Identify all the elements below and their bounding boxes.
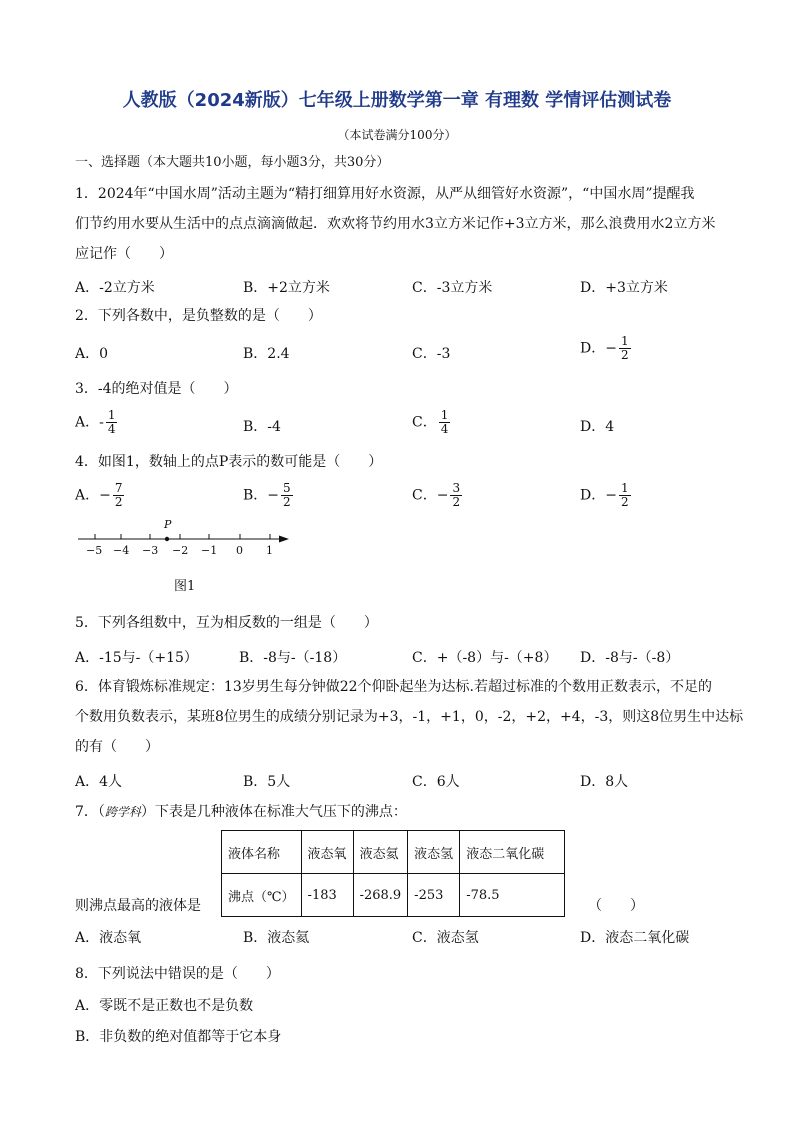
q3-option-c-prefix: C． [412, 414, 437, 431]
q2-d-denominator: 2 [620, 348, 629, 362]
q5-option-a[interactable]: A．-15与-（+15） [75, 650, 198, 666]
q6-line2: 个数用负数表示，某班8位男生的成绩分别记录为+3，-1，+1，0，-2，+2，+4，-3，则这8位男生中达标 [75, 709, 744, 725]
table-cell: -268.9 [353, 874, 408, 917]
table-cell: 沸点（℃） [222, 874, 302, 917]
q1-option-a[interactable]: A．-2立方米 [75, 280, 155, 296]
q4-b-prefix: B．− [243, 487, 280, 504]
q4-c-fraction [450, 482, 462, 509]
number-line-svg [75, 518, 305, 566]
q3-option-c[interactable] [412, 409, 450, 436]
section-heading: 一、选择题（本大题共10小题，每小题3分，共30分） [75, 155, 390, 170]
q3-option-a[interactable] [75, 409, 117, 436]
page-subtitle: （本试卷满分100分） [337, 128, 457, 142]
number-line-figure [75, 518, 305, 566]
q7-option-a[interactable]: A．液态氧 [75, 930, 142, 946]
q7-tag: 跨学科 [104, 805, 141, 819]
q2-option-c[interactable]: C．-3 [412, 346, 451, 362]
q2-option-b[interactable]: B．2.4 [243, 346, 290, 362]
point-p-label: P [164, 518, 172, 531]
axis-arrow-icon [279, 536, 289, 543]
q4-option-b[interactable] [243, 482, 293, 509]
q4-a-numerator: 7 [114, 481, 123, 495]
q7-number: 7．（ [75, 804, 105, 820]
tick-label: −4 [113, 544, 130, 557]
q1-option-c[interactable]: C．-3立方米 [412, 280, 493, 296]
q3-a-denominator: 4 [107, 422, 116, 436]
q7-lead-text: 则沸点最高的液体是 [75, 898, 201, 914]
q2-option-d-fraction [619, 335, 631, 362]
q3-option-b[interactable]: B．-4 [243, 419, 281, 435]
q4-a-fraction [113, 482, 125, 509]
q8-option-b[interactable]: B．非负数的绝对值都等于它本身 [75, 1029, 282, 1045]
table-cell: 液态氢 [408, 831, 460, 874]
table-cell: 液态二氧化碳 [460, 831, 565, 874]
q5-option-d[interactable]: D．-8与-（-8） [580, 650, 680, 666]
q3-option-d[interactable]: D．4 [580, 419, 615, 435]
q2-option-a[interactable]: A．0 [75, 346, 109, 362]
q1-option-d[interactable]: D．+3立方米 [580, 280, 668, 296]
q7-stem [75, 797, 407, 827]
q7-option-c[interactable]: C．液态氢 [412, 930, 479, 946]
q3-a-numerator: 1 [107, 408, 116, 422]
q7-stem-text: ）下表是几种液体在标准大气压下的沸点： [140, 804, 407, 820]
q3-c-denominator: 4 [440, 422, 449, 436]
q2-d-numerator: 1 [620, 334, 629, 348]
q2-option-d-prefix: D．− [580, 340, 617, 357]
q4-option-c[interactable] [412, 482, 462, 509]
q4-c-prefix: C．− [412, 487, 449, 504]
q3-option-a-fraction [106, 409, 118, 436]
q6-line3: 的有（ ） [75, 739, 159, 755]
q6-option-c[interactable]: C．6人 [412, 774, 460, 790]
q4-b-fraction [281, 482, 293, 509]
q4-d-fraction [619, 482, 631, 509]
q4-d-prefix: D．− [580, 487, 617, 504]
q4-c-numerator: 3 [452, 481, 461, 495]
q4-option-d[interactable] [580, 482, 631, 509]
table-cell: -78.5 [460, 874, 565, 917]
q4-a-prefix: A．− [75, 487, 111, 504]
table-cell: 液体名称 [222, 831, 302, 874]
q2-stem: 2．下列各数中，是负整数的是（ ） [75, 308, 322, 324]
tick-label: −5 [86, 544, 103, 557]
q4-b-numerator: 5 [283, 481, 291, 495]
q5-option-b[interactable]: B．-8与-（-18） [239, 650, 347, 666]
table-row [222, 874, 565, 917]
q3-option-a-prefix: A．- [75, 414, 104, 431]
table-cell: 液态氦 [353, 831, 408, 874]
figure-caption: 图1 [174, 579, 196, 594]
q6-option-a[interactable]: A．4人 [75, 774, 123, 790]
q4-a-denominator: 2 [114, 495, 123, 509]
q7-option-d[interactable]: D．液态二氧化碳 [580, 930, 690, 946]
point-p [165, 537, 169, 541]
q7-answer-paren: （ ） [588, 898, 644, 914]
q5-option-c[interactable]: C．+（-8）与-（+8） [412, 650, 558, 666]
q3-c-numerator: 1 [440, 408, 449, 422]
table-cell: 液态氧 [301, 831, 353, 874]
tick-label: −2 [172, 544, 189, 557]
q7-option-b[interactable]: B．液态氦 [243, 930, 310, 946]
q8-option-a[interactable]: A．零既不是正数也不是负数 [75, 998, 254, 1014]
tick-label: −1 [201, 544, 218, 557]
q2-option-d[interactable] [580, 335, 631, 362]
q4-stem: 4．如图1，数轴上的点P表示的数可能是（ ） [75, 454, 383, 470]
q1-line3: 应记作（ ） [75, 246, 173, 262]
q3-stem: 3．-4的绝对值是（ ） [75, 381, 238, 397]
page-title: 人教版（2024新版）七年级上册数学第一章 有理数 学情评估测试卷 [122, 90, 672, 111]
tick-label: 1 [266, 544, 273, 557]
q4-c-denominator: 2 [452, 495, 461, 509]
q4-option-a[interactable] [75, 482, 124, 509]
q6-option-b[interactable]: B．5人 [243, 774, 291, 790]
tick-label: 0 [236, 544, 243, 557]
q4-d-numerator: 1 [620, 481, 629, 495]
q6-option-d[interactable]: D．8人 [580, 774, 629, 790]
q8-stem: 8．下列说法中错误的是（ ） [75, 966, 280, 982]
boiling-point-table [221, 830, 565, 917]
table-cell: -253 [408, 874, 460, 917]
q3-option-c-fraction [439, 409, 451, 436]
q5-stem: 5．下列各组数中，互为相反数的一组是（ ） [75, 615, 378, 631]
q6-line1: 6．体育锻炼标准规定：13岁男生每分钟做22个仰卧起坐为达标.若超过标准的个数用正数表示，不足的 [75, 679, 712, 695]
q4-b-denominator: 2 [283, 495, 291, 509]
table-cell: -183 [301, 874, 353, 917]
q1-line2: 们节约用水要从生活中的点点滴滴做起．欢欢将节约用水3立方米记作+3立方米，那么浪费用水2立方米 [75, 216, 716, 232]
tick-label: −3 [142, 544, 159, 557]
q1-option-b[interactable]: B．+2立方米 [243, 280, 330, 296]
q1-line1: 1．2024年“中国水周”活动主题为“精打细算用好水资源，从严从细管好水资源”，“中国水周”提醒我 [75, 186, 695, 202]
q4-d-denominator: 2 [620, 495, 629, 509]
table-header-row [222, 831, 565, 874]
